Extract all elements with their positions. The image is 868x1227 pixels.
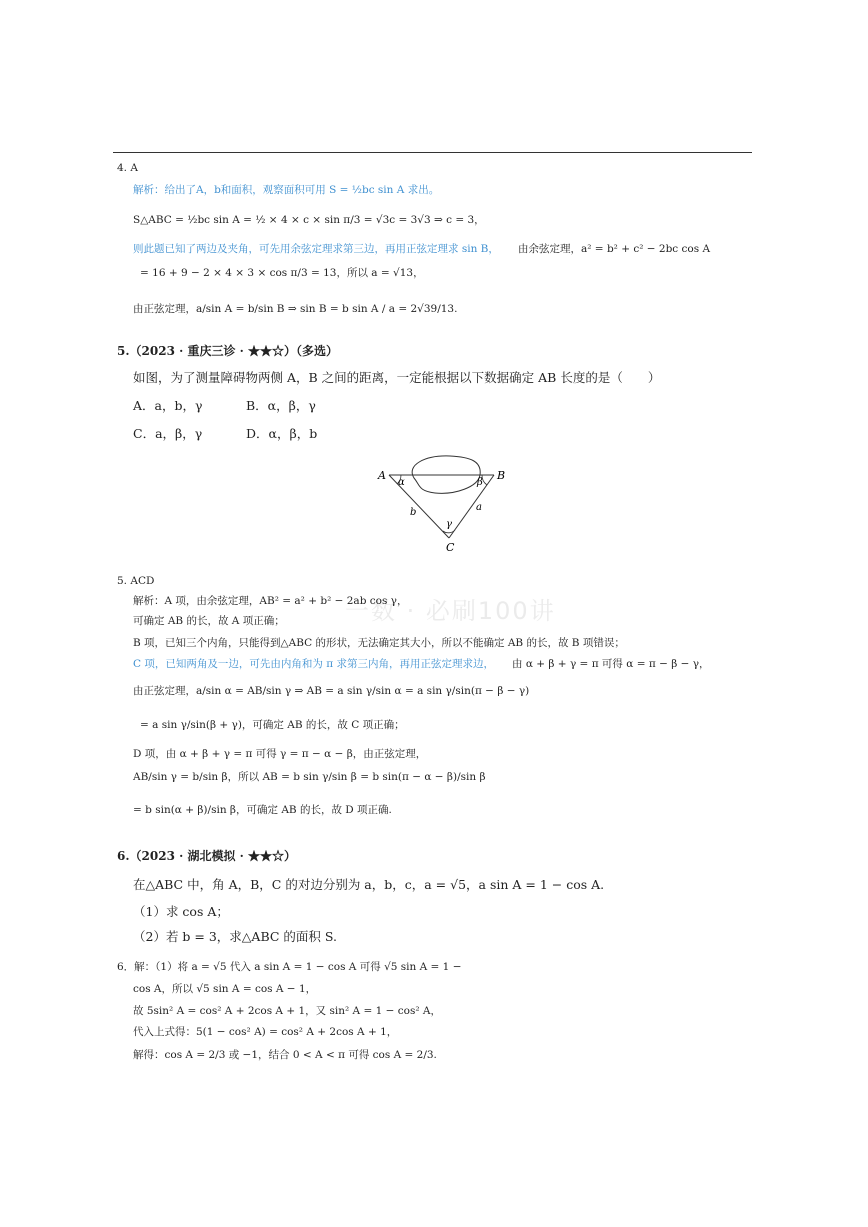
q5-heading: 5.（2023 · 重庆三诊 · ★★☆）（多选） — [117, 344, 338, 358]
alpha-label: α — [398, 477, 405, 488]
q4-answer-line-5: 由正弦定理，a/sin A = b/sin B ⇒ sin B = b sin A / a = 2√39/13. — [133, 303, 458, 315]
q5-answer-line-4b: 由 α + β + γ = π 可得 α = π − β − γ， — [512, 658, 710, 670]
q5-answer-line-2: 可确定 AB 的长，故 A 项正确； — [133, 615, 285, 627]
q6-answer-line-2: cos A，所以 √5 sin A = cos A − 1， — [133, 983, 317, 995]
vertex-c-label: C — [446, 541, 455, 554]
q6-answer-line-4: 代入上式得：5(1 − cos² A) = cos² A + 2cos A + 1， — [133, 1026, 398, 1038]
q6-answer-line-3: 故 5sin² A = cos² A + 2cos A + 1，又 sin² A = 1 − cos² A， — [133, 1005, 441, 1017]
q6-answer-line-1: 6．解：（1）将 a = √5 代入 a sin A = 1 − cos A 可得 √5 sin A = 1 − — [117, 961, 462, 973]
q5-answer-line-1: 解析：A 项，由余弦定理，AB² = a² + b² − 2ab cos γ， — [133, 595, 408, 607]
beta-label: β — [477, 477, 483, 488]
top-rule — [113, 152, 752, 153]
q6-answer-line-5: 解得：cos A = 2/3 或 −1，结合 0 < A < π 可得 cos A = 2/3. — [133, 1049, 437, 1061]
side-b-label: b — [410, 507, 417, 518]
triangle-figure — [370, 455, 520, 560]
q6-part-1: （1）求 cos A； — [133, 904, 229, 919]
q5-answer-line-3: B 项，已知三个内角，只能得到△ABC 的形状，无法确定其大小，所以不能确定 AB 的长，故 B 项错误； — [133, 637, 625, 649]
vertex-b-label: B — [497, 469, 506, 482]
q5-answer-line-9: = b sin(α + β)/sin β，可确定 AB 的长，故 D 项正确. — [133, 804, 392, 816]
q4-answer-head: 4. A — [117, 162, 138, 174]
watermark: 一数 · 必刷100讲 — [345, 597, 556, 625]
side-a — [449, 475, 494, 538]
side-a-label: a — [476, 502, 482, 513]
q6-heading: 6.（2023 · 湖北模拟 · ★★☆） — [117, 849, 296, 863]
vertex-a-label: A — [378, 469, 386, 482]
q6-part-2: （2）若 b = 3，求△ABC 的面积 S. — [133, 929, 337, 944]
q5-option-c: C．a，β，γ — [133, 426, 203, 441]
q5-answer-line-5: 由正弦定理，a/sin α = AB/sin γ ⇒ AB = a sin γ/sin α = a sin γ/sin(π − β − γ) — [133, 685, 530, 697]
q4-answer-line-3a: 则此题已知了两边及夹角，可先用余弦定理求第三边，再用正弦定理求 sin B， — [133, 243, 499, 255]
q5-option-d: D．α，β，b — [246, 426, 318, 441]
gamma-label: γ — [446, 519, 452, 530]
q4-answer-line-4: = 16 + 9 − 2 × 4 × 3 × cos π/3 = 13，所以 a = √13， — [140, 267, 424, 279]
q4-answer-line-3b: 由余弦定理，a² = b² + c² − 2bc cos A — [518, 243, 711, 255]
q5-option-a: A．a，b，γ — [133, 398, 203, 413]
q4-answer-line-1: 解析：给出了A，b和面积，观察面积可用 S = ½bc sin A 求出。 — [133, 184, 440, 196]
q5-answer-line-4a: C 项，已知两角及一边，可先由内角和为 π 求第三内角，再用正弦定理求边， — [133, 658, 494, 670]
q5-answer-line-7: D 项，由 α + β + γ = π 可得 γ = π − α − β，由正弦定理， — [133, 748, 427, 760]
q5-answer-head: 5. ACD — [117, 575, 155, 587]
q6-stem: 在△ABC 中，角 A，B，C 的对边分别为 a，b，c，a = √5，a sin A = 1 − cos A. — [133, 877, 605, 892]
q5-answer-line-8: AB/sin γ = b/sin β，所以 AB = b sin γ/sin β = b sin(π − α − β)/sin β — [133, 771, 486, 783]
q5-option-b: B．α，β，γ — [246, 398, 316, 413]
q5-answer-line-6: = a sin γ/sin(β + γ)，可确定 AB 的长，故 C 项正确； — [140, 719, 405, 731]
q4-answer-line-2: S△ABC = ½bc sin A = ½ × 4 × c × sin π/3 = √3c = 3√3 ⇒ c = 3， — [133, 214, 485, 226]
q5-stem: 如图，为了测量障碍物两侧 A，B 之间的距离，一定能根据以下数据确定 AB 长度的是（ ） — [133, 370, 661, 385]
